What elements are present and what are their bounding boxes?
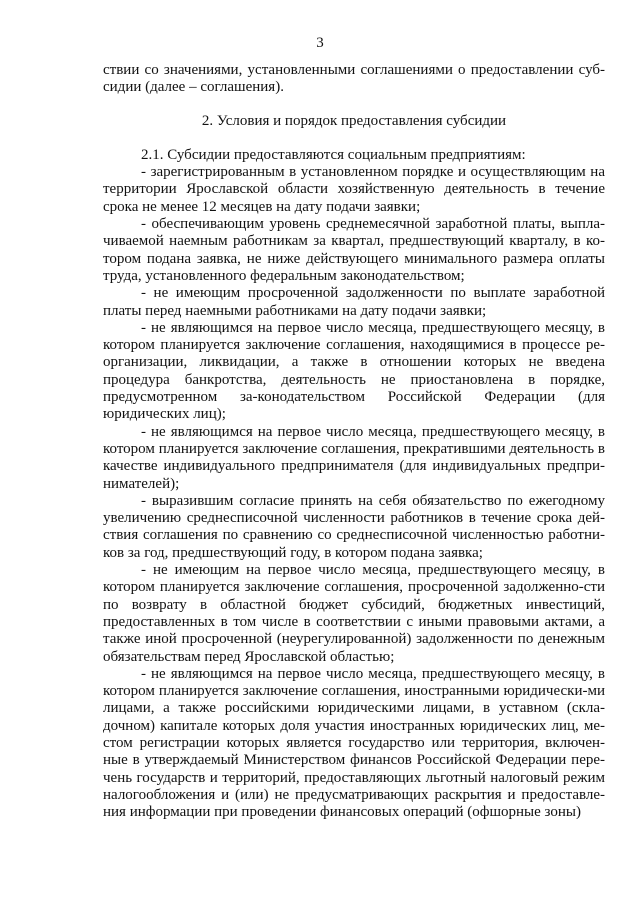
page-number: 3 bbox=[316, 35, 324, 51]
list-item-not-ceased-entrepreneur: - не являющимся на первое число месяца, предшествующего месяцу, в котором планируется заключение соглашения, прекратившими деятельность в качестве индивидуального предпринимателя (для индивидуальных предпри-нимателей); bbox=[103, 423, 605, 492]
section-heading: 2. Условия и порядок предоставления субсидии bbox=[201, 112, 507, 129]
list-item-registered: - зарегистрированным в установленном порядке и осуществляющим на территории Ярославской области хозяйственную деятельность в течение срока не менее 12 месяцев на дату подачи заявки; bbox=[103, 164, 605, 215]
list-item-no-wage-debt: - не имеющим просроченной задолженности по выплате заработной платы перед наемными работниками на дату подачи заявки; bbox=[103, 285, 605, 319]
list-item-headcount-commitment: - выразившим согласие принять на себя обязательство по ежегодному увеличению среднесписочной численности работников в течение срока дей-ствия соглашения по сравнению со среднесписочной численностью работни-ков за год, предшествующий году, в котором подана заявка; bbox=[103, 492, 605, 561]
list-item-no-reorganization: - не являющимся на первое число месяца, предшествующего месяцу, в котором планируется заключение соглашения, находящимися в процессе ре-организации, ликвидации, а также в отношении которых не введена процедура банкротства, деятельность не приостановлена в порядке, предусмотренном за-конодательством Российской Федерации (для юридических лиц); bbox=[103, 319, 605, 423]
paragraph-2-1: 2.1. Субсидии предоставляются социальным предприятиям: bbox=[141, 146, 526, 163]
list-item-no-budget-debt: - не имеющим на первое число месяца, предшествующего месяцу, в котором планируется заключение соглашения, просроченной задолженно-сти по возврату в областной бюджет субсидий, бюджетных инвестиций, предоставленных в том числе в соответствии с иными правовыми актами, а также иной просроченной (неурегулированной) задолженности по денежным обязательствам перед Ярославской областью; bbox=[103, 562, 605, 665]
list-item-salary-level: - обеспечивающим уровень среднемесячной заработной платы, выпла-чиваемой наемным работникам за квартал, предшествующий кварталу, в ко-тором подана заявка, не ниже действующего минимального размера оплаты труда, установленного федеральным законодательством; bbox=[103, 216, 605, 284]
document-body bbox=[103, 62, 605, 821]
list-item-not-foreign-entity: - не являющимся на первое число месяца, предшествующего месяцу, в котором планируется заключение соглашения, иностранными юридически-ми лицами, а также российскими юридическими лицами, в уставном (скла-дочном) капитале которых доля участия иностранных юридических лиц, ме-стом регистрации которых является государство или территория, включен-ные в утверждаемый Министерством финансов Российской Федерации пере-чень государств и территорий, предоставляющих льготный налоговый режим налогообложения и (или) не предусматривающих раскрытия и предоставле-ния информации при проведении финансовых операций (офшорные зоны) bbox=[103, 665, 605, 821]
paragraph-continuation: ствии со значениями, установленными соглашениями о предоставлении суб-сидии (далее – соглашения). bbox=[103, 62, 605, 96]
